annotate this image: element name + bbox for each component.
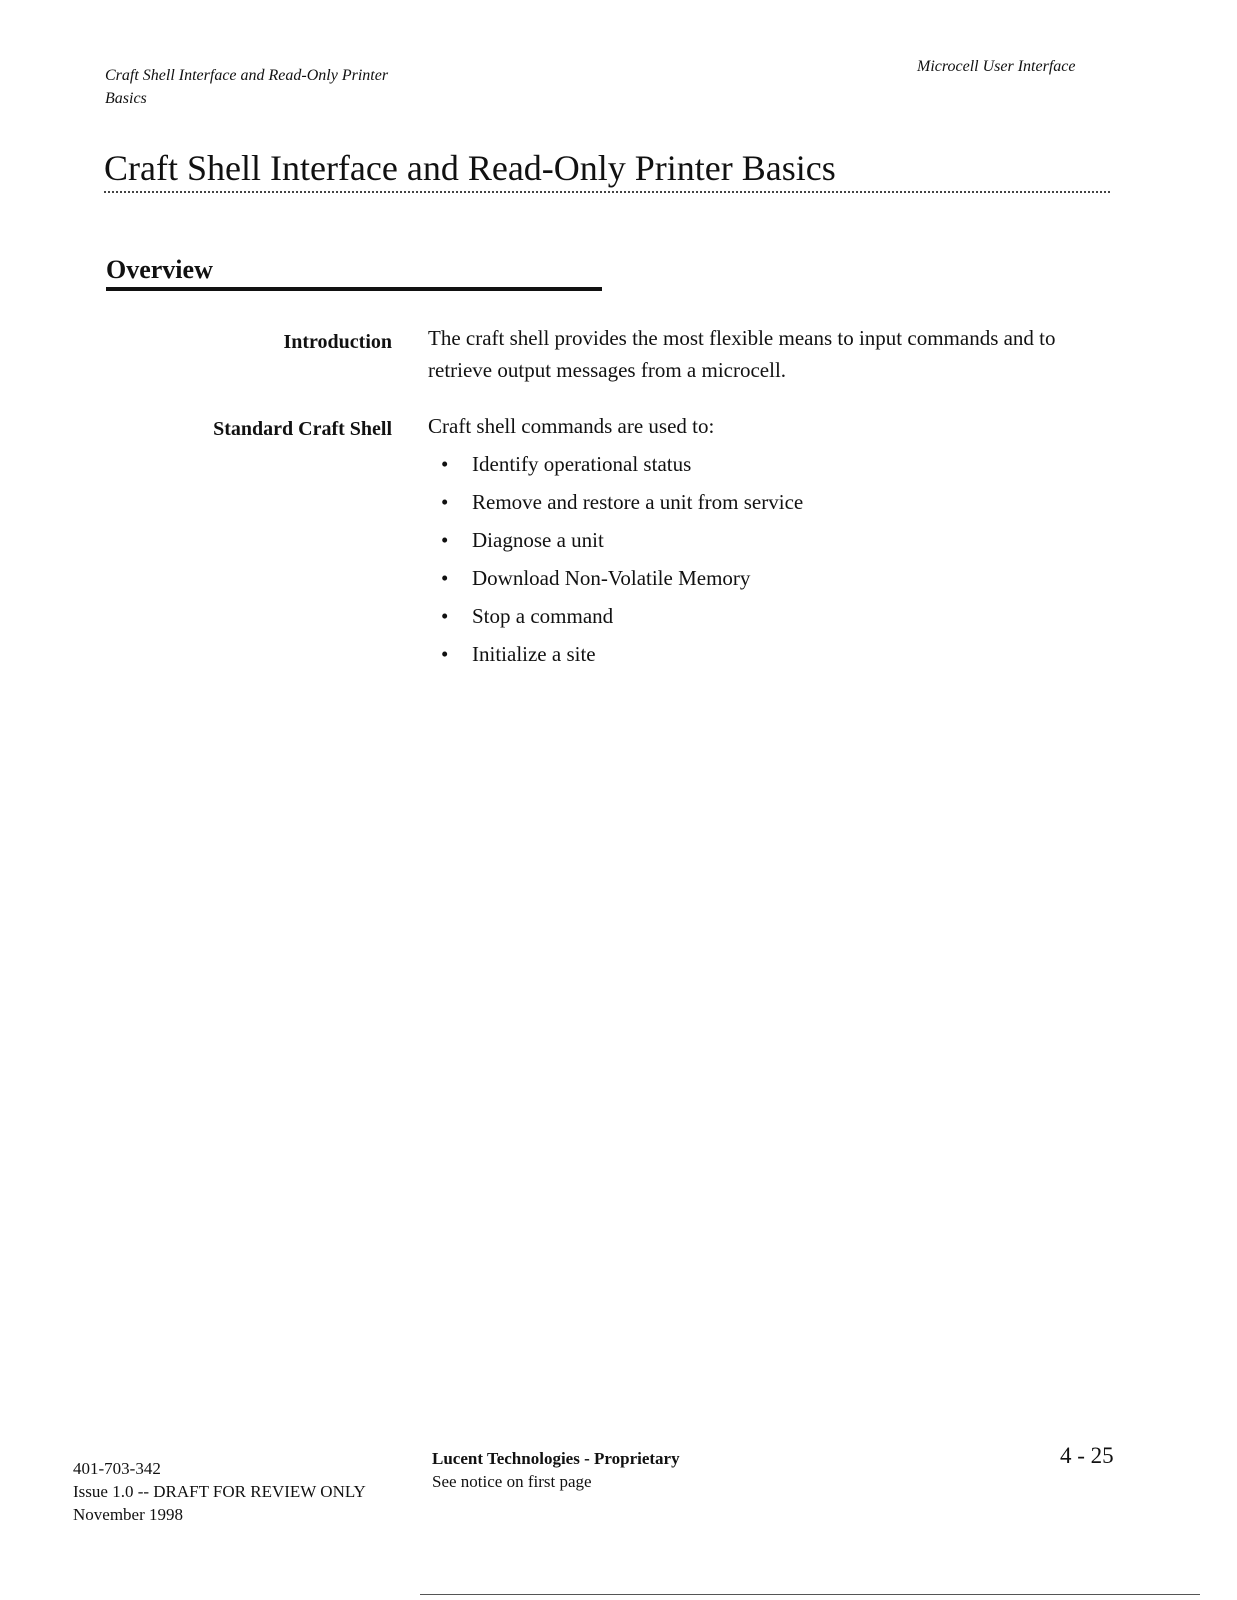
- footer-company: Lucent Technologies - Proprietary: [432, 1449, 680, 1468]
- list-item: [428, 639, 803, 677]
- running-header-left-line1: Craft Shell Interface and Read-Only Printer: [105, 67, 389, 84]
- standard-craft-shell-intro: Craft shell commands are used to:: [428, 414, 715, 438]
- list-item: [428, 601, 803, 639]
- footer-proprietary-notice: [432, 1447, 680, 1493]
- list-item-text: Initialize a site: [472, 642, 596, 666]
- list-item-text: Stop a command: [472, 604, 614, 628]
- craft-shell-command-list: [428, 449, 803, 677]
- list-item-text: Remove and restore a unit from service: [472, 490, 804, 514]
- list-item-text: Diagnose a unit: [472, 528, 604, 552]
- footer-doc-number: 401-703-342: [73, 1459, 161, 1478]
- introduction-text: The craft shell provides the most flexible means to input commands and to retrieve output messages from a microcell.: [428, 326, 1056, 382]
- introduction-label: Introduction: [283, 331, 392, 353]
- bullet-icon: •: [441, 528, 449, 552]
- page-number: 4 - 25: [1060, 1443, 1114, 1468]
- bottom-edge-rule: [420, 1594, 1200, 1595]
- section-heading: Overview: [106, 255, 213, 284]
- bullet-icon: •: [441, 642, 449, 666]
- list-item-text: Download Non-Volatile Memory: [472, 566, 751, 590]
- list-item-text: Identify operational status: [472, 452, 692, 476]
- running-header-right: Microcell User Interface: [917, 58, 1076, 75]
- bullet-icon: •: [441, 566, 449, 590]
- bullet-icon: •: [441, 490, 449, 514]
- bullet-icon: •: [441, 452, 449, 476]
- list-item: [428, 563, 803, 601]
- running-header-left-line2: Basics: [105, 90, 147, 107]
- page-title: Craft Shell Interface and Read-Only Printer Basics: [104, 148, 836, 188]
- footer-date: November 1998: [73, 1505, 184, 1524]
- running-header-left: [105, 64, 465, 110]
- footer-document-info: [73, 1457, 366, 1526]
- bullet-icon: •: [441, 604, 449, 628]
- list-item: [428, 487, 803, 525]
- title-dotted-rule: [104, 191, 1110, 193]
- list-item: [428, 525, 803, 563]
- section-heading-rule: [106, 287, 602, 291]
- footer-notice: See notice on first page: [432, 1472, 592, 1491]
- list-item: [428, 449, 803, 487]
- footer-issue: Issue 1.0 -- DRAFT FOR REVIEW ONLY: [73, 1482, 366, 1501]
- standard-craft-shell-label: Standard Craft Shell: [213, 418, 392, 440]
